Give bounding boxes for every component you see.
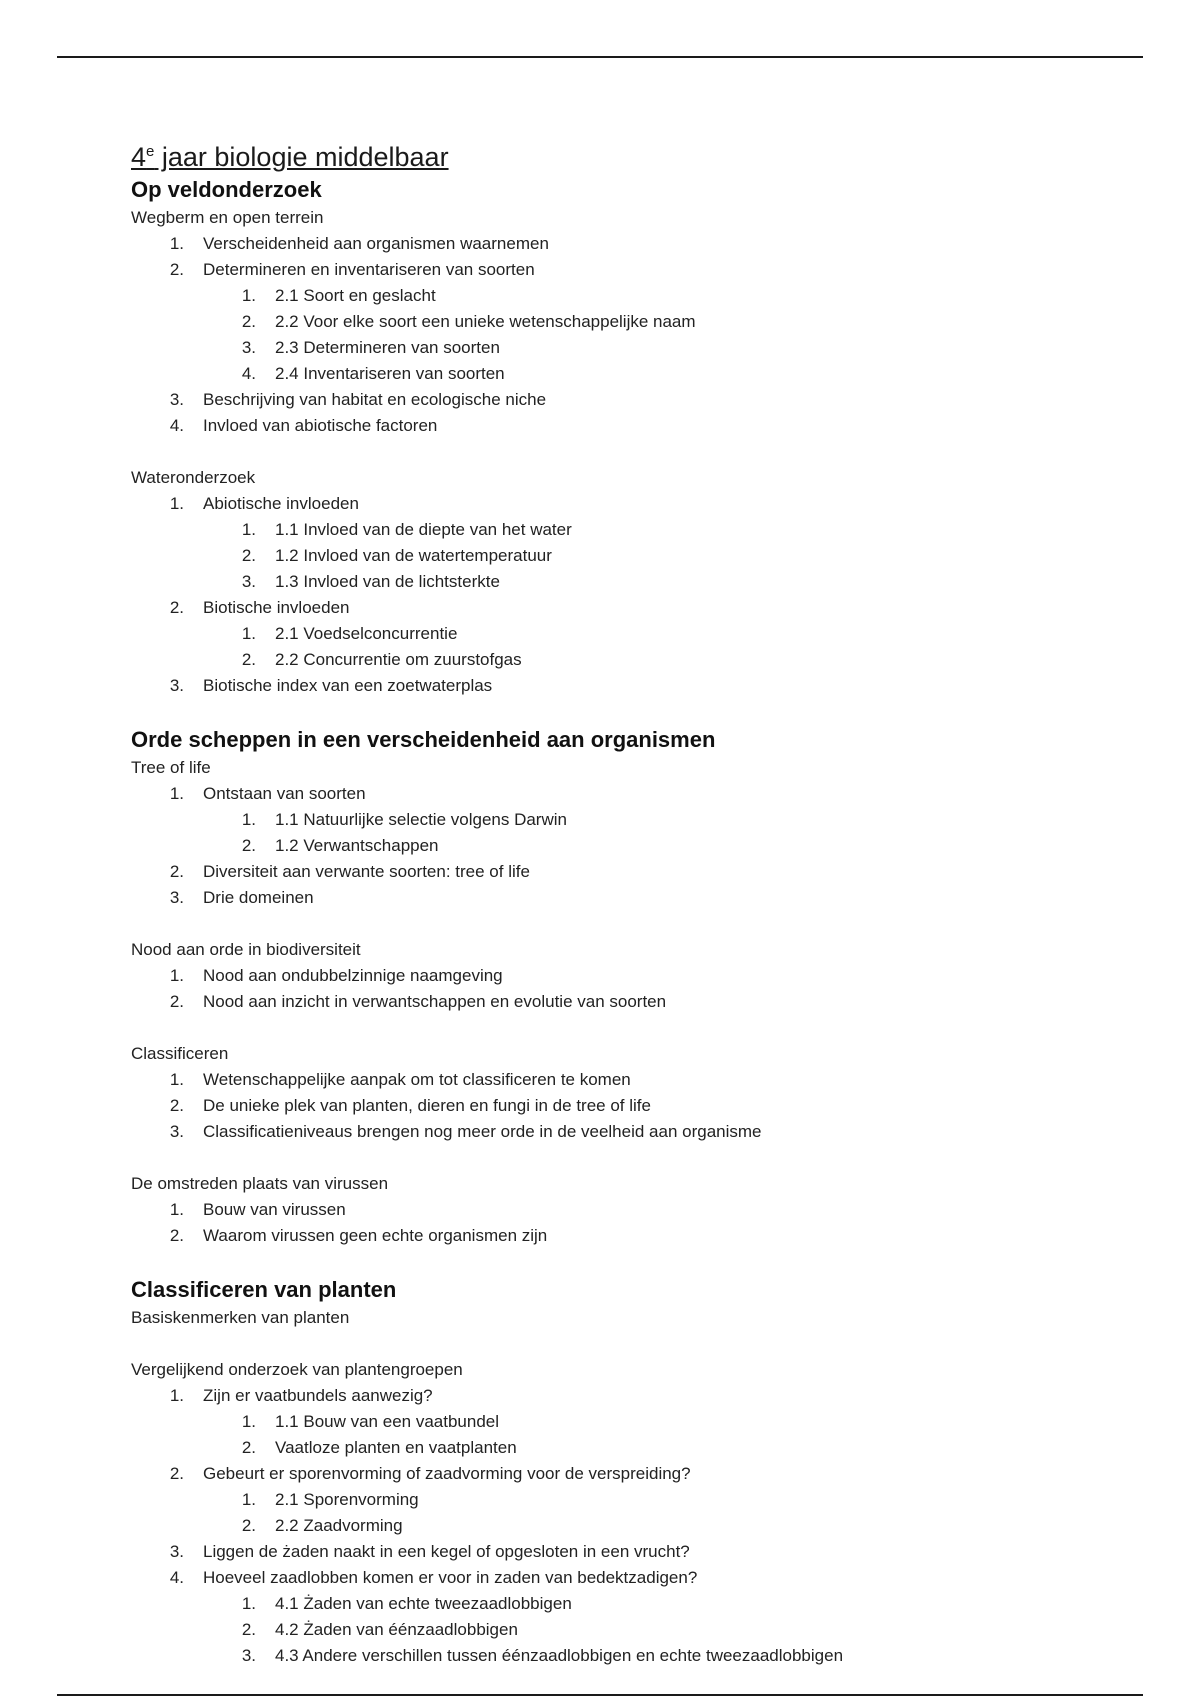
subsection-title: Vergelijkend onderzoek van plantengroepen bbox=[131, 1360, 463, 1379]
list-text: Hoeveel zaadlobben komen er voor in zaden van bedektzadigen? bbox=[203, 1568, 698, 1587]
list-text: Liggen de żaden naakt in een kegel of opgesloten in een vrucht? bbox=[203, 1542, 690, 1561]
list-item bbox=[131, 1119, 1131, 1145]
sub-list-item bbox=[131, 543, 1131, 569]
subsection-title: Wegberm en open terrein bbox=[131, 208, 324, 227]
list-text: Biotische invloeden bbox=[203, 598, 350, 617]
list-number: 1. bbox=[241, 1412, 256, 1431]
list-text: 2.1 Sporenvorming bbox=[275, 1490, 419, 1509]
list-number: 2. bbox=[241, 312, 256, 331]
list-number: 2. bbox=[241, 1620, 256, 1639]
list-number: 2. bbox=[241, 836, 256, 855]
spacer bbox=[131, 1331, 1131, 1357]
document-page bbox=[131, 134, 1131, 1669]
numbered-list bbox=[131, 491, 1131, 699]
list-text: 4.2 Żaden van éénzaadlobbigen bbox=[275, 1620, 518, 1639]
list-text: Abiotische invloeden bbox=[203, 494, 359, 513]
list-number: 3. bbox=[241, 338, 256, 357]
list-number: 1. bbox=[241, 624, 256, 643]
list-number: 3. bbox=[169, 1542, 184, 1561]
list-number: 2. bbox=[169, 1226, 184, 1245]
list-number: 1. bbox=[241, 286, 256, 305]
list-number: 1. bbox=[169, 1200, 184, 1219]
list-number: 2. bbox=[169, 1464, 184, 1483]
spacer bbox=[131, 1015, 1131, 1041]
list-number: 1. bbox=[169, 784, 184, 803]
section-heading: Orde scheppen in een verscheidenheid aan organismen bbox=[131, 727, 716, 752]
section-heading: Op veldonderzoek bbox=[131, 177, 322, 202]
list-number: 2. bbox=[241, 1516, 256, 1535]
list-item bbox=[131, 989, 1131, 1015]
sub-list-item bbox=[131, 833, 1131, 859]
sub-list-item bbox=[131, 647, 1131, 673]
list-item bbox=[131, 387, 1131, 413]
list-item bbox=[131, 231, 1131, 257]
list-number: 3. bbox=[169, 1122, 184, 1141]
list-item bbox=[131, 413, 1131, 439]
list-number: 3. bbox=[169, 888, 184, 907]
list-text: 1.3 Invloed van de lichtsterkte bbox=[275, 572, 500, 591]
bottom-rule bbox=[57, 1694, 1143, 1696]
list-text: Bouw van virussen bbox=[203, 1200, 346, 1219]
list-text: Invloed van abiotische factoren bbox=[203, 416, 438, 435]
sub-list-item bbox=[131, 361, 1131, 387]
list-text: 4.3 Andere verschillen tussen éénzaadlobbigen en echte tweezaadlobbigen bbox=[275, 1646, 844, 1665]
spacer bbox=[131, 699, 1131, 725]
sub-list-item bbox=[131, 517, 1131, 543]
sub-list-item bbox=[131, 569, 1131, 595]
list-number: 3. bbox=[241, 572, 256, 591]
list-item bbox=[131, 1539, 1131, 1565]
list-text: 2.2 Concurrentie om zuurstofgas bbox=[275, 650, 522, 669]
list-text: De unieke plek van planten, dieren en fungi in de tree of life bbox=[203, 1096, 651, 1115]
spacer bbox=[131, 1249, 1131, 1275]
list-item bbox=[131, 1565, 1131, 1591]
list-number: 2. bbox=[169, 862, 184, 881]
list-number: 1. bbox=[241, 1594, 256, 1613]
numbered-list bbox=[131, 781, 1131, 911]
list-text: 2.1 Soort en geslacht bbox=[275, 286, 436, 305]
sub-list-item bbox=[131, 1487, 1131, 1513]
list-item bbox=[131, 1067, 1131, 1093]
list-text: 1.1 Invloed van de diepte van het water bbox=[275, 520, 572, 539]
list-text: Gebeurt er sporenvorming of zaadvorming voor de verspreiding? bbox=[203, 1464, 691, 1483]
list-number: 1. bbox=[169, 1070, 184, 1089]
list-number: 1. bbox=[169, 1386, 184, 1405]
list-number: 1. bbox=[241, 810, 256, 829]
sub-list-item bbox=[131, 335, 1131, 361]
list-item bbox=[131, 491, 1131, 517]
list-text: 2.3 Determineren van soorten bbox=[275, 338, 500, 357]
list-number: 2. bbox=[241, 546, 256, 565]
list-number: 2. bbox=[169, 1096, 184, 1115]
subsection-title: Wateronderzoek bbox=[131, 468, 256, 487]
list-text: Beschrijving van habitat en ecologische niche bbox=[203, 390, 547, 409]
list-number: 1. bbox=[169, 234, 184, 253]
list-text: Drie domeinen bbox=[203, 888, 314, 907]
subsection-title: Basiskenmerken van planten bbox=[131, 1308, 350, 1327]
list-text: 1.2 Invloed van de watertemperatuur bbox=[275, 546, 552, 565]
list-item bbox=[131, 1223, 1131, 1249]
subsection-title: Nood aan orde in biodiversiteit bbox=[131, 940, 361, 959]
list-text: Biotische index van een zoetwaterplas bbox=[203, 676, 493, 695]
spacer bbox=[131, 439, 1131, 465]
list-number: 4. bbox=[169, 416, 184, 435]
list-item bbox=[131, 1461, 1131, 1487]
list-text: Wetenschappelijke aanpak om tot classificeren te komen bbox=[203, 1070, 631, 1089]
list-item bbox=[131, 595, 1131, 621]
top-rule bbox=[57, 56, 1143, 58]
numbered-list bbox=[131, 1197, 1131, 1249]
list-text: 1.1 Bouw van een vaatbundel bbox=[275, 1412, 500, 1431]
list-number: 1. bbox=[169, 494, 184, 513]
document-title: 4e jaar biologie middelbaar bbox=[131, 142, 449, 172]
list-item bbox=[131, 963, 1131, 989]
list-number: 3. bbox=[169, 676, 184, 695]
list-text: Classificatieniveaus brengen nog meer orde in de veelheid aan organisme bbox=[203, 1122, 762, 1141]
list-text: 2.1 Voedselconcurrentie bbox=[275, 624, 458, 643]
list-text: Diversiteit aan verwante soorten: tree of life bbox=[203, 862, 530, 881]
spacer bbox=[131, 911, 1131, 937]
list-text: Nood aan ondubbelzinnige naamgeving bbox=[203, 966, 503, 985]
list-text: Ontstaan van soorten bbox=[203, 784, 366, 803]
list-text: 1.2 Verwantschappen bbox=[275, 836, 439, 855]
list-number: 2. bbox=[241, 1438, 256, 1457]
list-text: 2.2 Zaadvorming bbox=[275, 1516, 403, 1535]
list-text: 2.4 Inventariseren van soorten bbox=[275, 364, 505, 383]
list-item bbox=[131, 885, 1131, 911]
list-item bbox=[131, 1197, 1131, 1223]
sub-list-item bbox=[131, 621, 1131, 647]
list-number: 2. bbox=[169, 598, 184, 617]
sub-list-item bbox=[131, 1617, 1131, 1643]
list-item bbox=[131, 781, 1131, 807]
spacer bbox=[131, 1145, 1131, 1171]
numbered-list bbox=[131, 1067, 1131, 1145]
list-text: Determineren en inventariseren van soorten bbox=[203, 260, 535, 279]
sub-list-item bbox=[131, 1643, 1131, 1669]
list-number: 2. bbox=[169, 992, 184, 1011]
list-text: Zijn er vaatbundels aanwezig? bbox=[203, 1386, 433, 1405]
list-item bbox=[131, 673, 1131, 699]
subsection-title: Classificeren bbox=[131, 1044, 229, 1063]
list-number: 2. bbox=[241, 650, 256, 669]
list-text: Verscheidenheid aan organismen waarnemen bbox=[203, 234, 549, 253]
numbered-list bbox=[131, 963, 1131, 1015]
sub-list-item bbox=[131, 1409, 1131, 1435]
list-number: 3. bbox=[169, 390, 184, 409]
list-text: 2.2 Voor elke soort een unieke wetenschappelijke naam bbox=[275, 312, 696, 331]
list-number: 1. bbox=[241, 1490, 256, 1509]
list-text: Waarom virussen geen echte organismen zijn bbox=[203, 1226, 548, 1245]
list-text: Nood aan inzicht in verwantschappen en evolutie van soorten bbox=[203, 992, 667, 1011]
list-item bbox=[131, 859, 1131, 885]
sub-list-item bbox=[131, 283, 1131, 309]
list-number: 1. bbox=[169, 966, 184, 985]
list-item bbox=[131, 257, 1131, 283]
sub-list-item bbox=[131, 1591, 1131, 1617]
document-content bbox=[131, 175, 1131, 1669]
list-number: 4. bbox=[169, 1568, 184, 1587]
list-item bbox=[131, 1383, 1131, 1409]
sub-list-item bbox=[131, 807, 1131, 833]
list-text: 1.1 Natuurlijke selectie volgens Darwin bbox=[275, 810, 567, 829]
numbered-list bbox=[131, 231, 1131, 439]
list-text: Vaatloze planten en vaatplanten bbox=[275, 1438, 517, 1457]
sub-list-item bbox=[131, 1435, 1131, 1461]
sub-list-item bbox=[131, 1513, 1131, 1539]
list-text: 4.1 Żaden van echte tweezaadlobbigen bbox=[275, 1594, 572, 1613]
numbered-list bbox=[131, 1383, 1131, 1669]
list-number: 3. bbox=[241, 1646, 256, 1665]
section-heading: Classificeren van planten bbox=[131, 1277, 397, 1302]
list-number: 2. bbox=[169, 260, 184, 279]
subsection-title: De omstreden plaats van virussen bbox=[131, 1174, 389, 1193]
list-item bbox=[131, 1093, 1131, 1119]
list-number: 1. bbox=[241, 520, 256, 539]
subsection-title: Tree of life bbox=[131, 758, 211, 777]
list-number: 4. bbox=[241, 364, 256, 383]
sub-list-item bbox=[131, 309, 1131, 335]
